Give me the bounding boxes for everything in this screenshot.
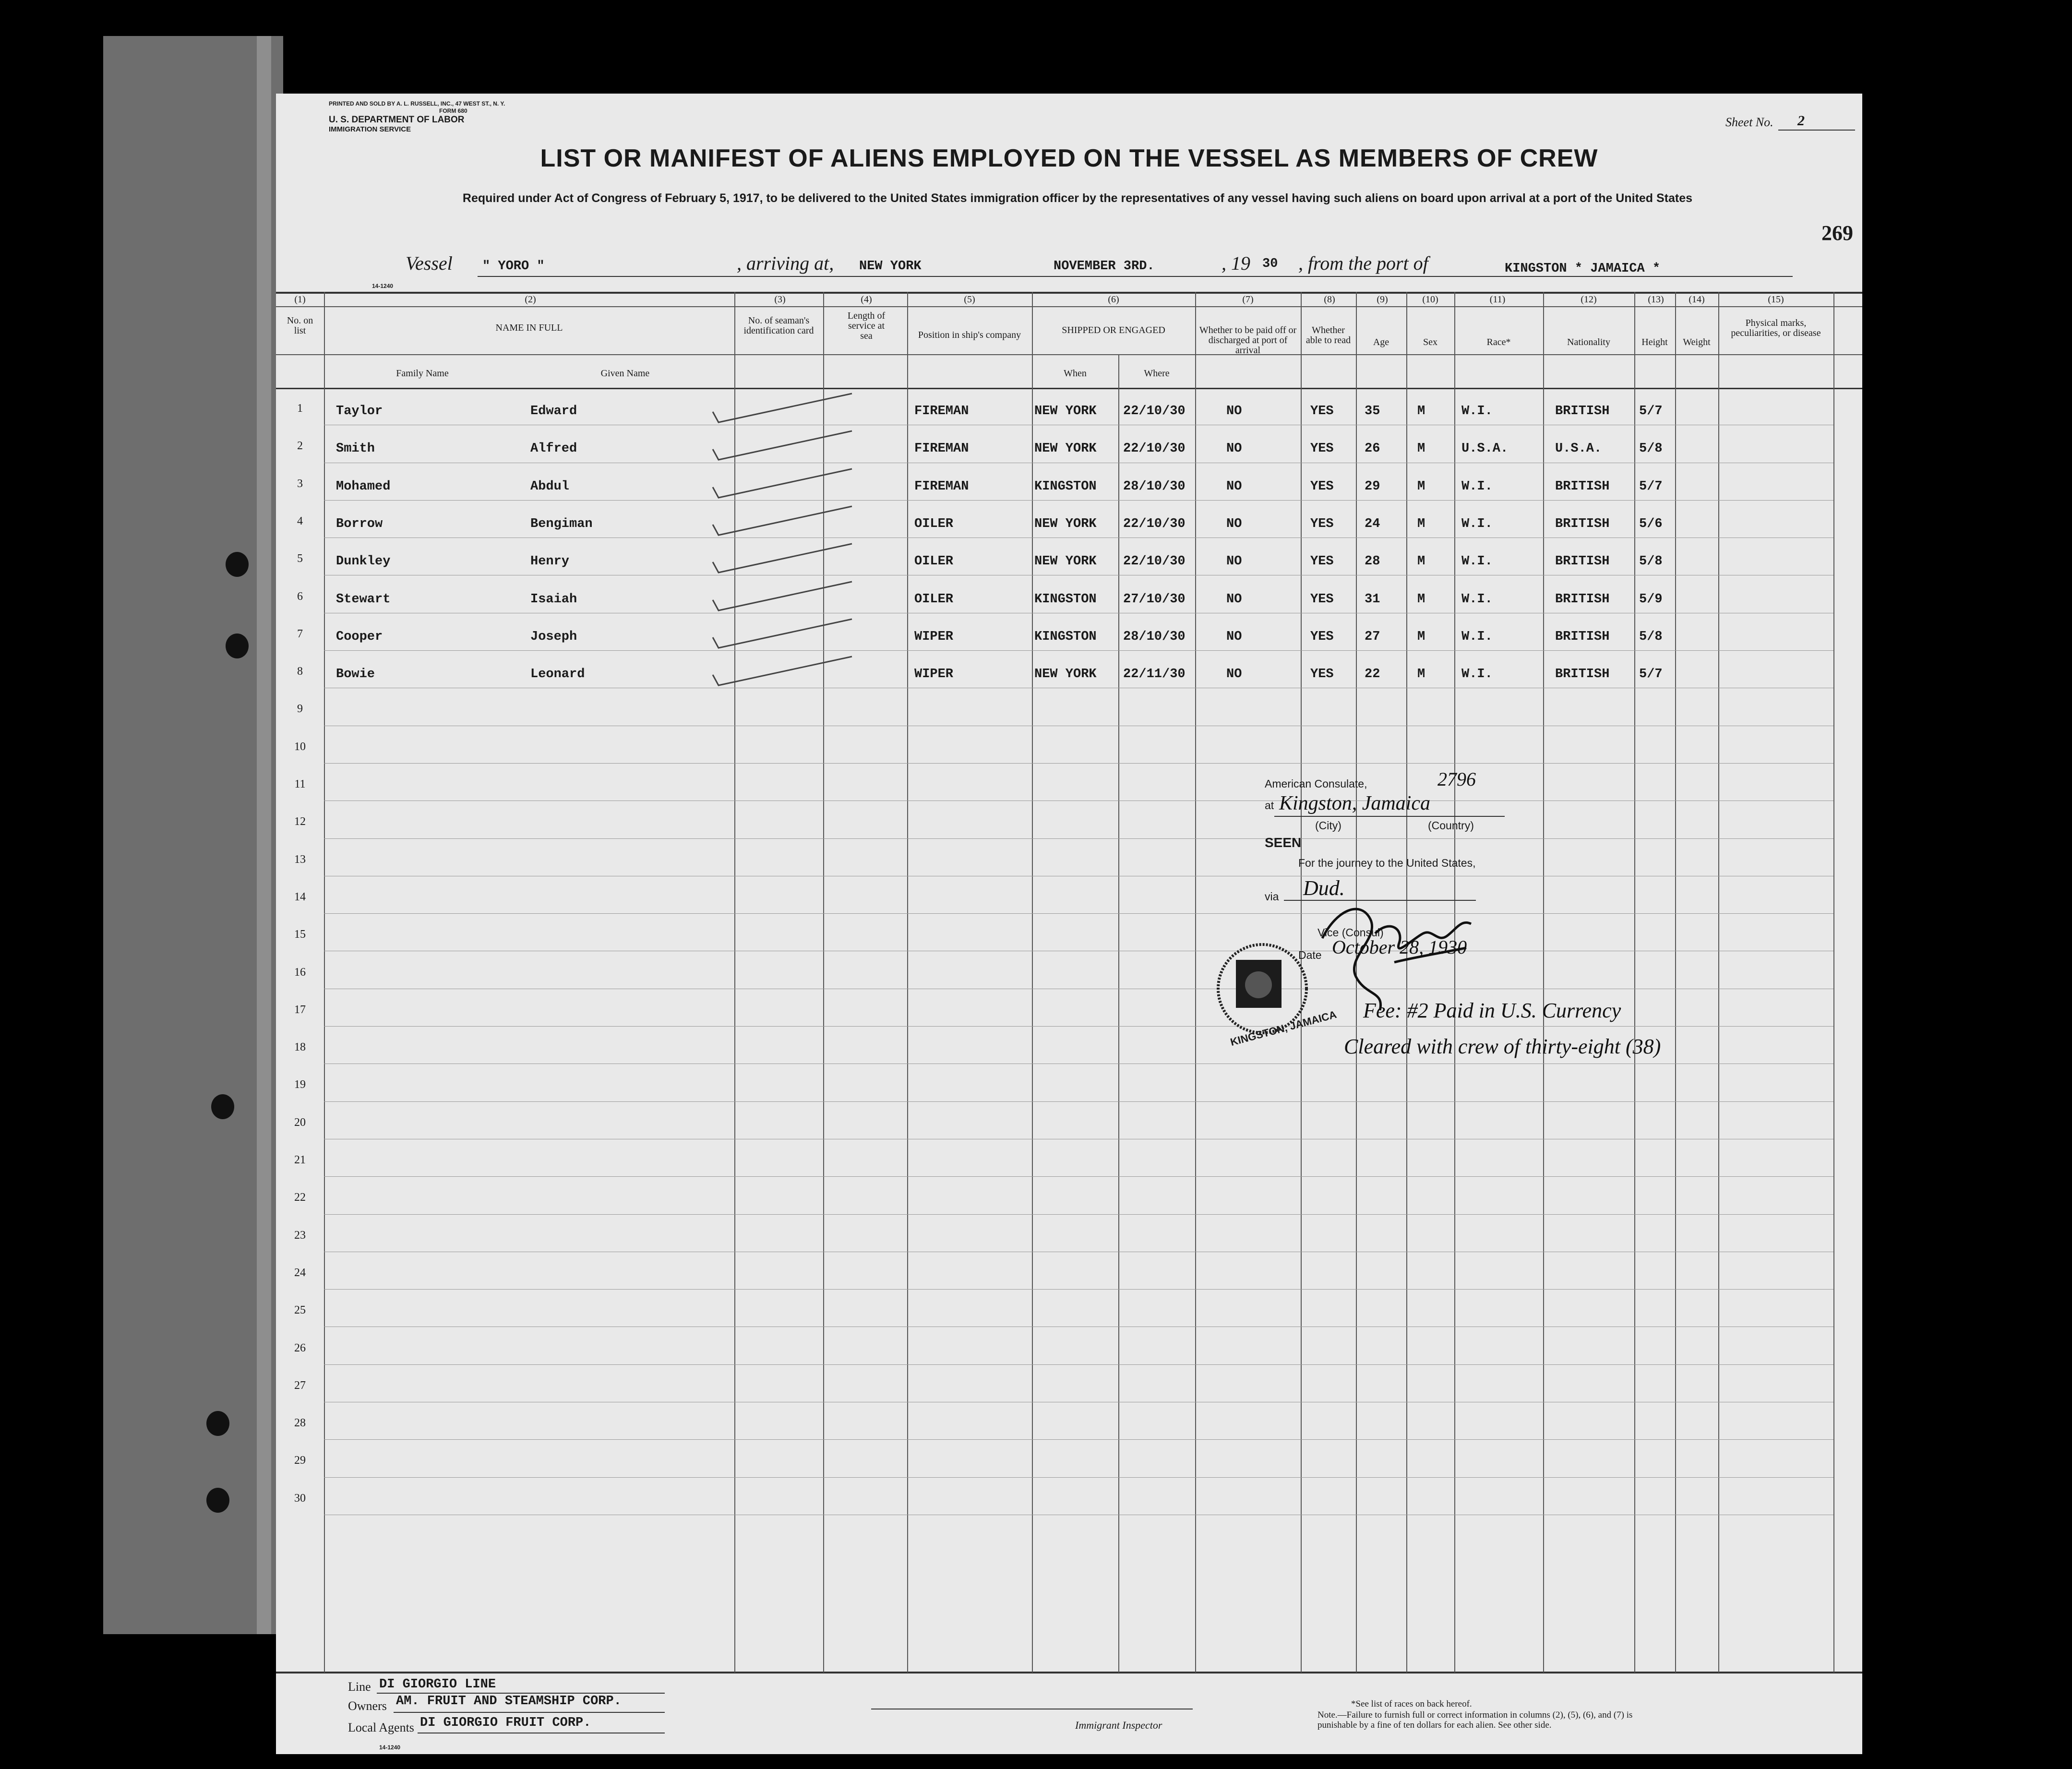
row-number: 8 <box>297 665 303 678</box>
table-row <box>276 1327 1862 1365</box>
owners-label: Owners <box>348 1699 387 1713</box>
crew-position: FIREMAN <box>914 442 969 456</box>
colno: (3) <box>774 294 786 305</box>
department-name: U. S. DEPARTMENT OF LABOR <box>329 115 465 125</box>
crew-paid-off: NO <box>1226 629 1242 644</box>
crew-shipped-when: NEW YORK <box>1034 404 1097 418</box>
table-row <box>276 876 1862 914</box>
owners-value: AM. FRUIT AND STEAMSHIP CORP. <box>396 1694 622 1709</box>
crew-sex: M <box>1417 442 1425 456</box>
city-rule <box>1274 816 1505 817</box>
manifest-table <box>276 292 1862 1673</box>
crew-able-read: YES <box>1310 592 1334 607</box>
fee-note: Fee: #2 Paid in U.S. Currency <box>1363 999 1621 1022</box>
crew-race: W.I. <box>1461 404 1493 418</box>
crew-shipped-where: 22/11/30 <box>1123 667 1186 682</box>
arriving-label: , arriving at, <box>737 252 834 274</box>
date-label: Date <box>1298 949 1322 961</box>
crew-height: 5/7 <box>1639 479 1663 494</box>
row-number: 6 <box>297 590 303 603</box>
shipped-subrule <box>1032 354 1195 355</box>
crew-position: OILER <box>914 516 954 531</box>
table-row <box>276 1440 1862 1477</box>
penalty-note: Note.—Failure to furnish full or correct information in columns (2), (5), (6), and (7) is punishable by a fine of ten dollars for each alien. See other side. <box>1317 1710 1633 1730</box>
crew-nationality: BRITISH <box>1555 592 1610 607</box>
arriving-port: NEW YORK <box>859 259 922 274</box>
crew-shipped-where: 22/10/30 <box>1123 554 1186 569</box>
crew-given-name: Edward <box>530 404 577 418</box>
agents-value: DI GIORGIO FRUIT CORP. <box>420 1716 591 1730</box>
crew-able-read: YES <box>1310 516 1334 531</box>
table-row <box>276 1102 1862 1139</box>
crew-position: WIPER <box>914 667 954 682</box>
hdr-shipped-engaged: SHIPPED OR ENGAGED <box>1062 325 1165 335</box>
consular-number: 2796 <box>1437 768 1476 790</box>
crew-shipped-where: 22/10/30 <box>1123 404 1186 418</box>
row-number: 25 <box>294 1304 306 1317</box>
crew-height: 5/7 <box>1639 404 1663 418</box>
form-code-bottom: 14-1240 <box>379 1744 401 1751</box>
crew-height: 5/9 <box>1639 592 1663 607</box>
crew-shipped-when: NEW YORK <box>1034 667 1097 682</box>
row-number: 4 <box>297 514 303 527</box>
colno: (15) <box>1768 294 1784 305</box>
crew-given-name: Bengiman <box>530 516 593 531</box>
row-number: 29 <box>294 1454 306 1467</box>
crew-age: 31 <box>1365 592 1380 607</box>
row-number: 20 <box>294 1116 306 1129</box>
crew-nationality: BRITISH <box>1555 554 1610 569</box>
sheet-number: 2 <box>1797 113 1805 129</box>
crew-race: W.I. <box>1461 592 1493 607</box>
crew-height: 5/8 <box>1639 442 1663 456</box>
from-port-label: , from the port of <box>1298 252 1428 274</box>
crew-shipped-where: 27/10/30 <box>1123 592 1186 607</box>
binder-hole-icon <box>226 552 249 577</box>
torn-page-edge <box>257 36 271 1634</box>
crew-position: FIREMAN <box>914 479 969 494</box>
form-number: FORM 680 <box>439 108 467 114</box>
vessel-line-rule <box>478 276 1793 277</box>
crew-sex: M <box>1417 554 1425 569</box>
crew-paid-off: NO <box>1226 667 1242 682</box>
hdr-sex: Sex <box>1423 337 1437 347</box>
crew-family-name: Taylor <box>336 404 383 418</box>
crew-able-read: YES <box>1310 629 1334 644</box>
crew-given-name: Alfred <box>530 442 577 456</box>
table-row <box>276 688 1862 726</box>
table-row <box>276 1252 1862 1290</box>
crew-height: 5/8 <box>1639 629 1663 644</box>
table-row <box>276 1215 1862 1252</box>
table-row <box>276 1478 1862 1515</box>
service-name: IMMIGRATION SERVICE <box>329 125 411 133</box>
crew-sex: M <box>1417 592 1425 607</box>
crew-position: OILER <box>914 554 954 569</box>
sheet-number-rule <box>1778 130 1855 131</box>
form-title: LIST OR MANIFEST OF ALIENS EMPLOYED ON THE VESSEL AS MEMBERS OF CREW <box>540 144 1598 172</box>
check-mark-icon <box>708 618 862 654</box>
row-number: 16 <box>294 966 306 979</box>
crew-nationality: BRITISH <box>1555 667 1610 682</box>
row-number: 2 <box>297 440 303 453</box>
vessel-label: Vessel <box>406 252 453 274</box>
table-bottom-rule <box>276 1672 1862 1673</box>
crew-family-name: Smith <box>336 442 375 456</box>
agents-label: Local Agents <box>348 1721 414 1734</box>
crew-race: W.I. <box>1461 629 1493 644</box>
crew-family-name: Mohamed <box>336 479 391 494</box>
table-row <box>276 388 1862 425</box>
crew-shipped-when: NEW YORK <box>1034 516 1097 531</box>
row-number: 26 <box>294 1341 306 1354</box>
crew-position: WIPER <box>914 629 954 644</box>
hdr-length-service: Length of service at sea <box>847 311 886 341</box>
crew-age: 24 <box>1365 516 1380 531</box>
row-number: 28 <box>294 1417 306 1430</box>
crew-able-read: YES <box>1310 442 1334 456</box>
hdr-when: When <box>1064 368 1087 379</box>
table-row <box>276 952 1862 989</box>
row-number: 14 <box>294 890 306 903</box>
table-row <box>276 501 1862 538</box>
hdr-physical-marks: Physical marks, peculiarities, or disease <box>1731 318 1821 338</box>
crew-given-name: Henry <box>530 554 570 569</box>
manifest-page <box>276 94 1862 1754</box>
sheet-number-label: Sheet No. <box>1725 115 1773 129</box>
crew-shipped-when: KINGSTON <box>1034 592 1097 607</box>
crew-age: 29 <box>1365 479 1380 494</box>
row-number: 24 <box>294 1266 306 1279</box>
hdr-race: Race* <box>1486 337 1511 347</box>
consular-date: October 28, 1930 <box>1332 936 1467 958</box>
row-number: 17 <box>294 1003 306 1016</box>
crew-age: 28 <box>1365 554 1380 569</box>
crew-race: W.I. <box>1461 516 1493 531</box>
row-number: 22 <box>294 1191 306 1204</box>
hdr-paid-off: Whether to be paid off or discharged at port of arrival <box>1199 325 1297 356</box>
crew-nationality: BRITISH <box>1555 516 1610 531</box>
hdr-seaman-id: No. of seaman's identification card <box>743 315 814 336</box>
row-number: 9 <box>297 703 303 716</box>
row-number: 12 <box>294 815 306 828</box>
crew-shipped-when: KINGSTON <box>1034 629 1097 644</box>
vessel-name: " YORO " <box>482 259 545 274</box>
crew-height: 5/6 <box>1639 516 1663 531</box>
race-note: *See list of races on back hereof. <box>1351 1699 1472 1709</box>
table-row <box>276 1139 1862 1177</box>
crew-given-name: Abdul <box>530 479 570 494</box>
crew-shipped-when: NEW YORK <box>1034 554 1097 569</box>
row-number: 10 <box>294 740 306 753</box>
crew-height: 5/7 <box>1639 667 1663 682</box>
colno: (7) <box>1242 294 1254 305</box>
colno: (9) <box>1377 294 1388 305</box>
row-number: 1 <box>297 402 303 415</box>
table-row <box>276 726 1862 764</box>
consul-signature <box>1317 881 1476 1015</box>
row-number: 3 <box>297 477 303 490</box>
country-label: (Country) <box>1428 819 1474 832</box>
crew-position: FIREMAN <box>914 404 969 418</box>
table-row <box>276 1290 1862 1327</box>
name-subrule <box>324 354 734 355</box>
colno: (1) <box>294 294 306 305</box>
crew-able-read: YES <box>1310 404 1334 418</box>
arrival-date: NOVEMBER 3RD. <box>1054 259 1155 274</box>
hdr-nationality: Nationality <box>1567 337 1610 347</box>
table-row <box>276 801 1862 838</box>
table-top-rule <box>276 292 1862 294</box>
crew-paid-off: NO <box>1226 404 1242 418</box>
from-port: KINGSTON * JAMAICA * <box>1505 262 1661 276</box>
crew-sex: M <box>1417 516 1425 531</box>
table-row <box>276 1177 1862 1214</box>
crew-paid-off: NO <box>1226 516 1242 531</box>
line-value: DI GIORGIO LINE <box>379 1677 496 1692</box>
colno-rule <box>276 306 1862 307</box>
line-rule <box>377 1693 665 1694</box>
row-number: 7 <box>297 627 303 640</box>
row-number: 15 <box>294 928 306 941</box>
row-number: 27 <box>294 1379 306 1392</box>
table-row <box>276 463 1862 501</box>
journey-label: For the journey to the United States, <box>1298 857 1476 869</box>
seen-label: SEEN <box>1265 835 1302 850</box>
colno: (5) <box>964 294 975 305</box>
crew-sex: M <box>1417 629 1425 644</box>
crew-family-name: Cooper <box>336 629 383 644</box>
hdr-age: Age <box>1373 337 1389 347</box>
crew-paid-off: NO <box>1226 592 1242 607</box>
at-prefix: at <box>1265 799 1274 812</box>
hdr-name-in-full: NAME IN FULL <box>495 323 563 333</box>
crew-sex: M <box>1417 479 1425 494</box>
crew-able-read: YES <box>1310 554 1334 569</box>
table-row <box>276 613 1862 651</box>
crew-race: U.S.A. <box>1461 442 1509 456</box>
hdr-height: Height <box>1641 337 1668 347</box>
table-row <box>276 1064 1862 1101</box>
binder-hole-icon <box>206 1411 229 1436</box>
crew-shipped-where: 28/10/30 <box>1123 629 1186 644</box>
crew-paid-off: NO <box>1226 442 1242 456</box>
colno: (11) <box>1489 294 1506 305</box>
owners-rule <box>394 1712 665 1713</box>
check-mark-icon <box>708 505 862 541</box>
crew-shipped-where: 22/10/30 <box>1123 516 1186 531</box>
crew-family-name: Stewart <box>336 592 391 607</box>
colno: (14) <box>1689 294 1705 305</box>
hdr-family-name: Family Name <box>396 368 449 379</box>
crew-family-name: Borrow <box>336 516 383 531</box>
crew-sex: M <box>1417 667 1425 682</box>
check-mark-icon <box>708 656 862 692</box>
table-row <box>276 764 1862 801</box>
crew-nationality: BRITISH <box>1555 629 1610 644</box>
check-mark-icon <box>708 393 862 429</box>
inspector-label: Immigrant Inspector <box>1075 1719 1162 1731</box>
crew-able-read: YES <box>1310 479 1334 494</box>
colno: (12) <box>1581 294 1597 305</box>
hdr-given-name: Given Name <box>600 368 650 379</box>
crew-position: OILER <box>914 592 954 607</box>
consular-city-country: Kingston, Jamaica <box>1279 792 1430 814</box>
crew-paid-off: NO <box>1226 479 1242 494</box>
crew-age: 22 <box>1365 667 1380 682</box>
table-row <box>276 1402 1862 1440</box>
binder-hole-icon <box>211 1094 234 1119</box>
check-mark-icon <box>708 468 862 504</box>
table-row <box>276 989 1862 1027</box>
crew-race: W.I. <box>1461 554 1493 569</box>
line-label: Line <box>348 1680 371 1694</box>
table-row <box>276 914 1862 951</box>
hdr-position: Position in ship's company <box>918 330 1021 340</box>
table-row <box>276 1365 1862 1402</box>
consulate-label: American Consulate, <box>1265 777 1367 790</box>
crew-sex: M <box>1417 404 1425 418</box>
colno: (10) <box>1422 294 1438 305</box>
check-mark-icon <box>708 581 862 617</box>
city-label: (City) <box>1315 819 1341 832</box>
crew-paid-off: NO <box>1226 554 1242 569</box>
crew-height: 5/8 <box>1639 554 1663 569</box>
page-stamp-number: 269 <box>1821 221 1853 245</box>
colno: (4) <box>861 294 872 305</box>
table-row <box>276 839 1862 876</box>
table-row <box>276 576 1862 613</box>
crew-race: W.I. <box>1461 479 1493 494</box>
crew-shipped-where: 28/10/30 <box>1123 479 1186 494</box>
row-number: 18 <box>294 1041 306 1054</box>
crew-nationality: BRITISH <box>1555 404 1610 418</box>
row-number: 19 <box>294 1078 306 1091</box>
crew-shipped-when: KINGSTON <box>1034 479 1097 494</box>
form-code-top: 14-1240 <box>372 283 394 289</box>
crew-given-name: Isaiah <box>530 592 577 607</box>
row-number: 5 <box>297 552 303 565</box>
row-number: 13 <box>294 853 306 866</box>
crew-shipped-when: NEW YORK <box>1034 442 1097 456</box>
hdr-weight: Weight <box>1683 337 1711 347</box>
via-value: Dud. <box>1303 876 1345 900</box>
colno: (8) <box>1324 294 1335 305</box>
row-number: 21 <box>294 1154 306 1166</box>
form-subtitle: Required under Act of Congress of February 5, 1917, to be delivered to the United States immigration officer by the representatives of any vessel having such aliens on board upon arrival at a port of the United States <box>462 191 1693 205</box>
table-row <box>276 538 1862 575</box>
crew-race: W.I. <box>1461 667 1493 682</box>
crew-nationality: U.S.A. <box>1555 442 1602 456</box>
crew-shipped-where: 22/10/30 <box>1123 442 1186 456</box>
crew-age: 35 <box>1365 404 1380 418</box>
hdr-no-on-list: No. on list <box>287 315 313 336</box>
hdr-able-read: Whether able to read <box>1305 325 1351 346</box>
crew-given-name: Leonard <box>530 667 585 682</box>
cleared-note: Cleared with crew of thirty-eight (38) <box>1344 1035 1661 1058</box>
hdr-where: Where <box>1144 368 1170 379</box>
colno: (6) <box>1108 294 1119 305</box>
crew-age: 27 <box>1365 629 1380 644</box>
table-row <box>276 425 1862 463</box>
crew-family-name: Dunkley <box>336 554 391 569</box>
binder-hole-icon <box>226 633 249 658</box>
colno: (2) <box>525 294 536 305</box>
year-suffix: 30 <box>1262 257 1278 271</box>
row-number: 30 <box>294 1492 306 1505</box>
row-number: 23 <box>294 1229 306 1242</box>
check-mark-icon <box>708 430 862 466</box>
colno: (13) <box>1648 294 1664 305</box>
crew-given-name: Joseph <box>530 629 577 644</box>
via-prefix: via <box>1265 890 1279 903</box>
year-prefix: , 19 <box>1222 252 1250 274</box>
binder-hole-icon <box>206 1488 229 1513</box>
check-mark-icon <box>708 543 862 579</box>
printer-imprint: PRINTED AND SOLD BY A. L. RUSSELL, INC., 47 WEST ST., N. Y. <box>329 100 505 107</box>
table-row <box>276 651 1862 688</box>
scan-backing-edge <box>103 36 283 1634</box>
crew-age: 26 <box>1365 442 1380 456</box>
crew-nationality: BRITISH <box>1555 479 1610 494</box>
seal-text: KINGSTON, JAMAICA <box>1229 1008 1338 1049</box>
row-number: 11 <box>294 778 306 790</box>
crew-family-name: Bowie <box>336 667 375 682</box>
consul-label: Vice (Consul) <box>1317 926 1384 939</box>
crew-able-read: YES <box>1310 667 1334 682</box>
